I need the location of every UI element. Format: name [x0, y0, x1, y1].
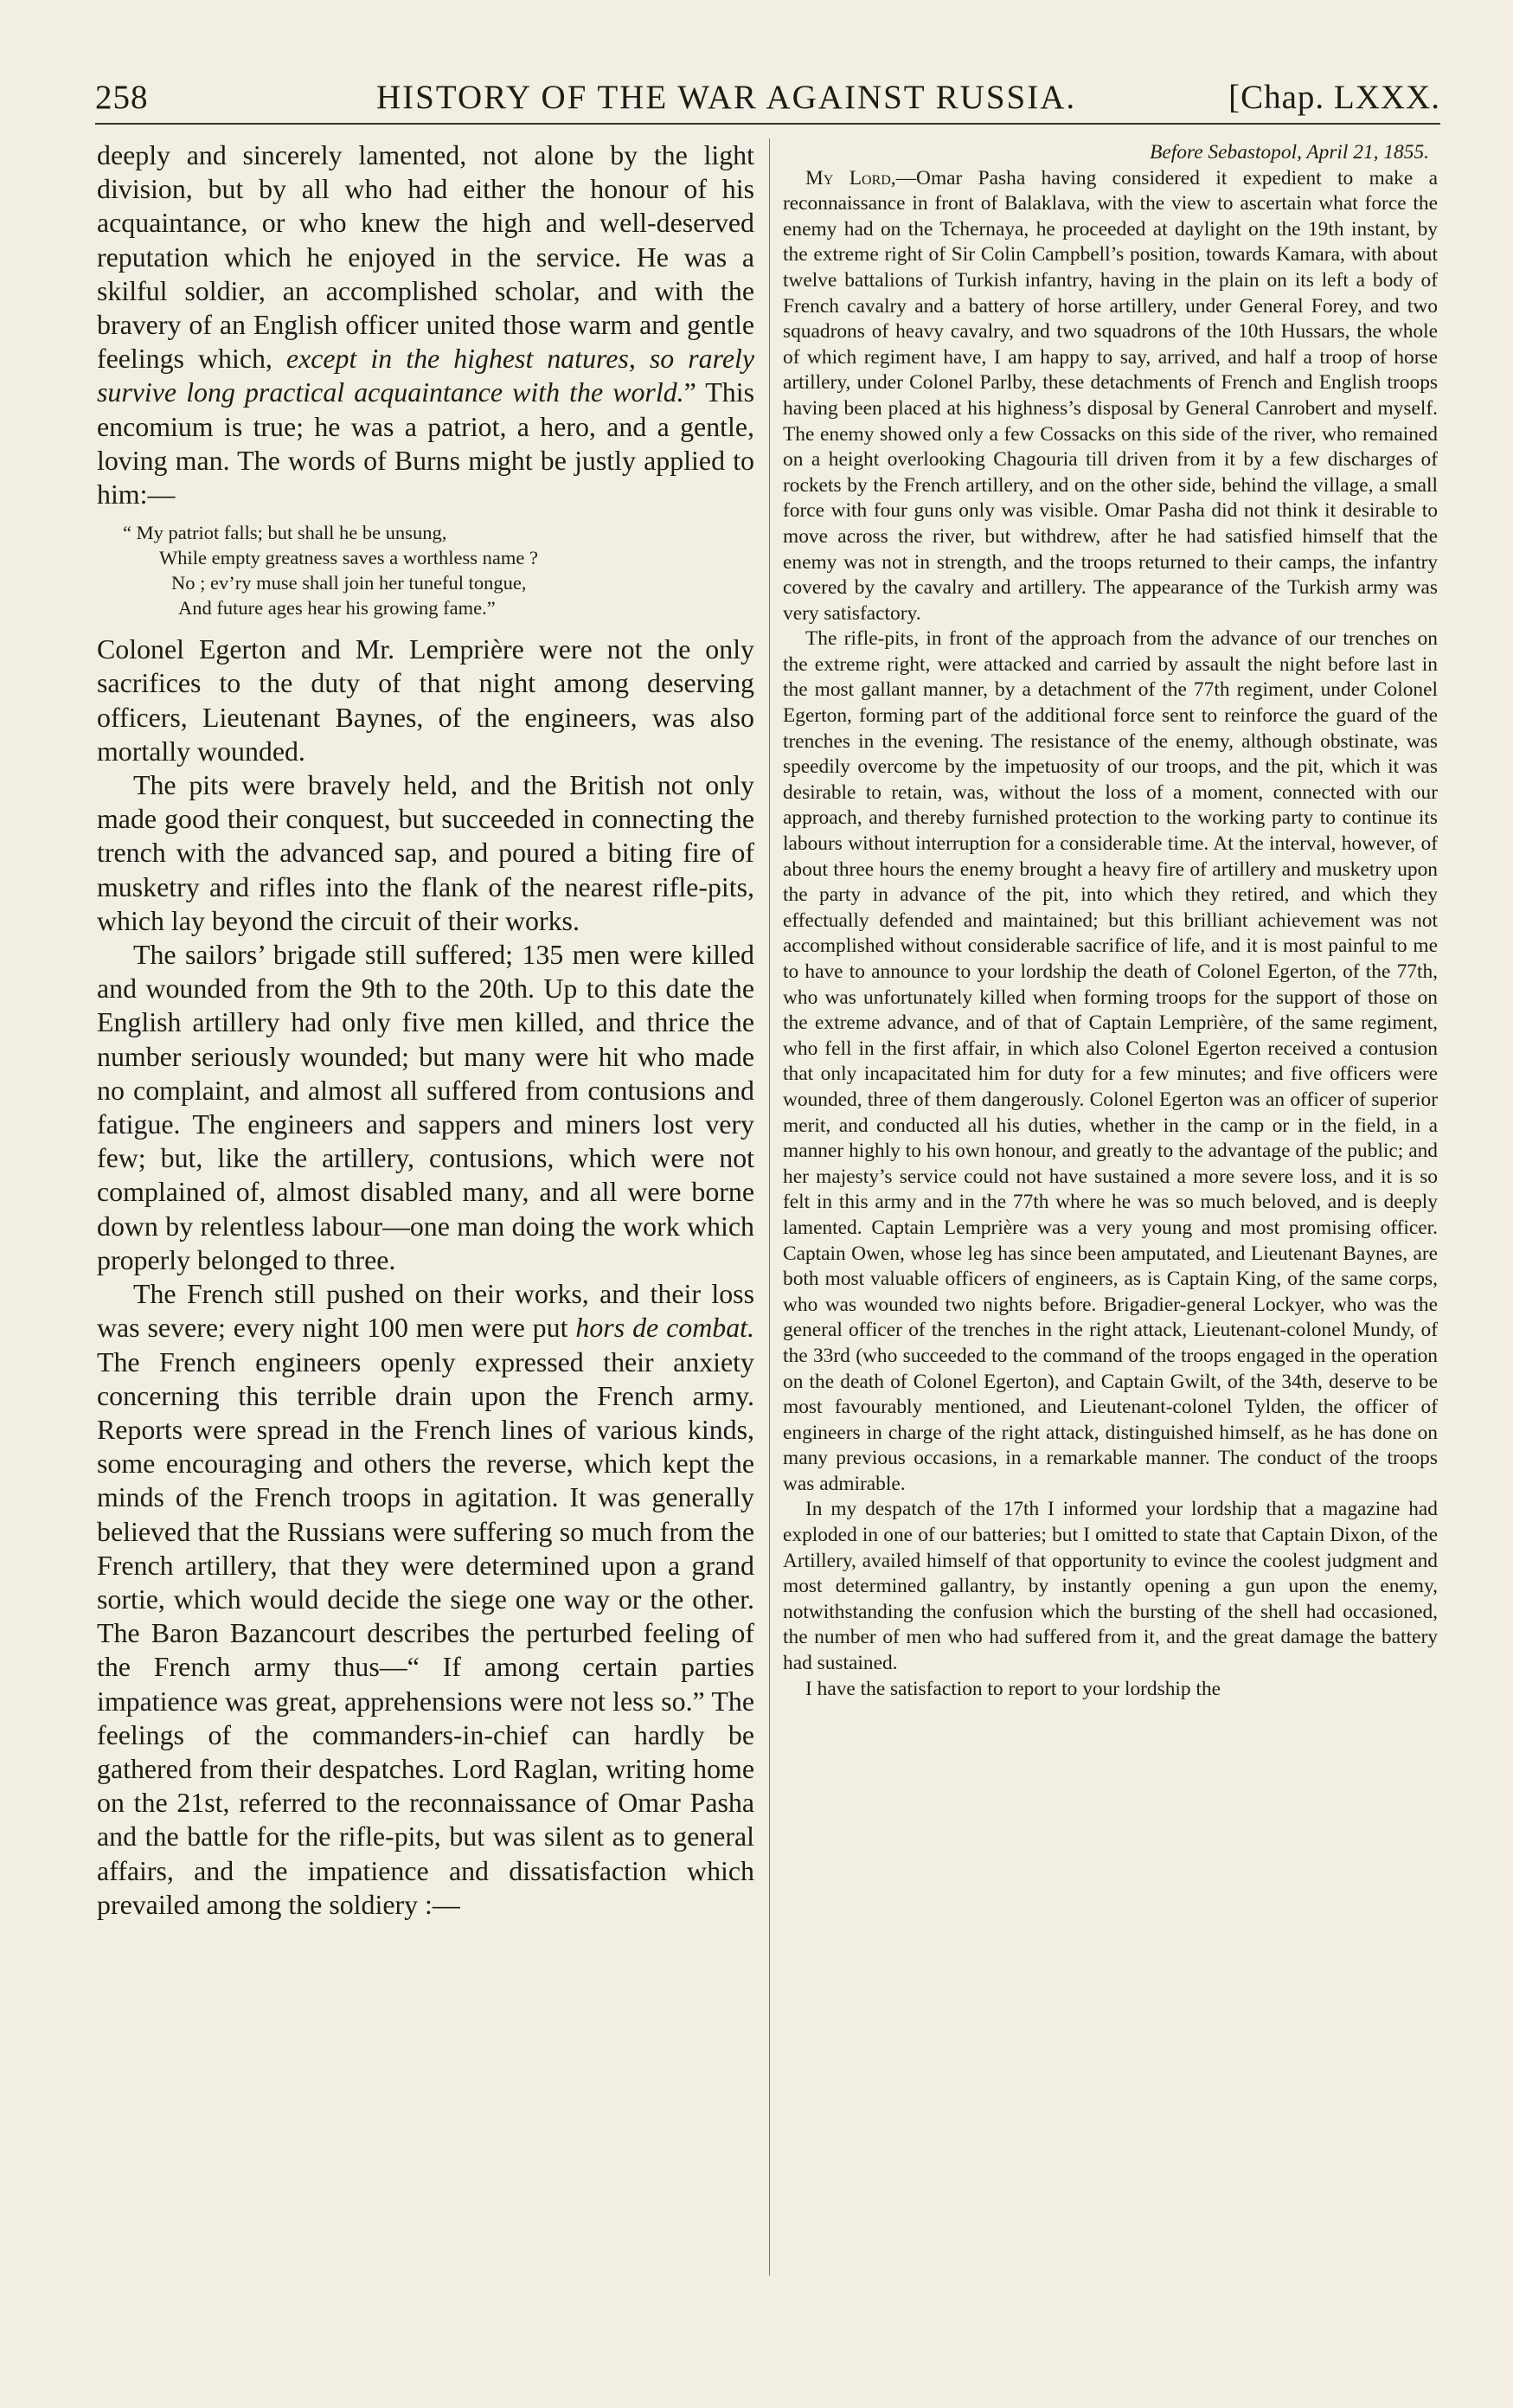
right-column: [783, 140, 1438, 1702]
salutation: My Lord,: [805, 166, 896, 189]
left-column: [97, 138, 754, 1922]
page-number: 258: [95, 79, 149, 116]
letter-paragraph-2: The rifle-pits, in front of the approach from the advance of our trenches on the extreme right, were attacked and carried by assault the night before last in the most gallant manner, by a detachment of the 77th regiment, under Colonel Egerton, forming part of the additional force sent to reinforce the guard of the trenches in the evening. The resistance of the enemy, although obstinate, was speedily overcome by the impetuosity of our troops, and the pit, which it was desirable to retain, was, without the loss of a moment, connected with our approach, and thereby furnished protection to the working party to continue its labours without interruption for a considerable time. At the interval, however, of about three hours the enemy brought a heavy fire of artillery and musketry upon the party in advance of the pit, into which they retired, and which they effectually defended and maintained; but this brilliant achievement was not accomplished without considerable sacrifice of life, and it is most painful to me to have to announce to your lordship the death of Colonel Egerton, of the 77th, who was unfortunately killed when forming troops for the support of those on the extreme advance, and of that of Captain Lemprière, of the same regiment, who fell in the first affair, in which also Colonel Egerton received a contusion that only incapacitated him for duty for a few minutes; and five officers were wounded, three of them dangerously. Colonel Egerton was an officer of superior merit, and conducted all his duties, whether in the camp or in the field, in a manner highly to his own honour, and greatly to the advantage of the public; and her majesty’s service could not have sustained a more severe loss, and it is so felt in this army and in the 77th where he was so much beloved, and is deeply lamented. Captain Lemprière was a very young and most promising officer. Captain Owen, whose leg has since been amputated, and Lieutenant Baynes, are both most valuable officers of engineers, as is Captain King, of the same corps, who was wounded two nights before. Brigadier-general Lockyer, who was the general officer of the trenches in the right attack, Lieutenant-colonel Mundy, of the 33rd (who succeeded to the command of the troops engaged in the operation on the death of Colonel Egerton), and Captain Gwilt, of the 34th, deserve to be most favourably mentioned, and Lieutenant-colonel Tylden, the officer of engineers in charge of the right attack, distinguished himself, as he has done on many previous occasions, in a remarkable manner. The conduct of the troops was admirable.: [783, 627, 1438, 1495]
left-paragraph-1: deeply and sincerely lamented, not alone by the light division, but by all who had either the honour of his acquaintance, or who knew the high and well-deserved reputation which he enjoyed in the service. He was a skilful soldier, an accomplished scholar, and with the bravery of an English officer united those warm and gentle feelings which, except in the highest natures, so rarely survive long practical acquaintance with the world.” This encomium is true; he was a patriot, a hero, and a gentle, loving man. The words of Burns might be justly applied to him:—: [97, 140, 754, 510]
left-paragraph-4: The sailors’ brigade still suffered; 135 men were killed and wounded from the 9th to the 20th. Up to this date the English artillery had only five men killed, and thrice the number seriously wounded; but many were hit who made no complaint, and almost all suffered from contusions and fatigue. The engineers and sappers and miners lost very few; but, like the artillery, contusions, which were not complained of, almost disabled many, and all were borne down by relentless labour—one man doing the work which properly belonged to three.: [97, 940, 754, 1275]
column-divider: [769, 138, 770, 2276]
chapter-label: [Chap. LXXX.: [1228, 79, 1440, 116]
burns-poem: [97, 520, 754, 620]
left-paragraph-5: The French still pushed on their works, and their loss was severe; every night 100 men were put hors de combat. The French engineers openly expressed their anxiety concerning this terrible drain upon the French army. Reports were spread in the French lines of various kinds, some encouraging and others the reverse, which kept the minds of the French troops in agitation. It was generally believed that the Russians were suffering so much from the French artillery, that they were determined upon a grand sortie, which would decide the siege one way or the other. The Baron Bazancourt describes the perturbed feeling of the French army thus—“ If among certain parties impatience was great, apprehensions were not less so.” The feelings of the commanders-in-chief can hardly be gathered from their despatches. Lord Raglan, writing home on the 21st, referred to the reconnaissance of Omar Pasha and the battle for the rifle-pits, but was silent as to general affairs, and the impatience and dissatisfaction which prevailed among the soldiery :—: [97, 1279, 754, 1920]
letter-paragraph-3: In my despatch of the 17th I informed your lordship that a magazine had exploded in one of our batteries; but I omitted to state that Captain Dixon, of the Artillery, availed himself of that opportunity to evince the coolest judgment and most determined gallantry, by instantly opening a gun upon the enemy, notwithstanding the confusion which the bursting of the shell had occasioned, the number of men who had suffered from it, and the great damage the battery had sustained.: [783, 1498, 1438, 1675]
letter-dateline: Before Sebastopol, April 21, 1855.: [1150, 141, 1429, 164]
poem-line: While empty greatness saves a worthless name ?: [159, 547, 538, 569]
poem-line: No ; ev’ry muse shall join her tuneful tongue,: [171, 572, 527, 594]
running-header: [95, 74, 1440, 126]
italic-phrase: hors de combat.: [575, 1313, 754, 1344]
left-paragraph-2: Colonel Egerton and Mr. Lemprière were not the only sacrifices to the duty of that night among deserving officers, Lieutenant Baynes, of the engineers, was also mortally wounded.: [97, 634, 754, 767]
letter-paragraph-4: I have the satisfaction to report to your lordship the: [805, 1677, 1221, 1700]
poem-line: And future ages hear his growing fame.”: [178, 597, 496, 620]
poem-line: “ My patriot falls; but shall he be unsung,: [123, 522, 447, 544]
left-paragraph-3: The pits were bravely held, and the British not only made good their conquest, but succeeded in connecting the trench with the advanced sap, and poured a biting fire of musketry and rifles into the flank of the nearest rifle-pits, which lay beyond the circuit of their works.: [97, 770, 754, 936]
running-title: HISTORY OF THE WAR AGAINST RUSSIA.: [376, 79, 1077, 116]
header-rule: [95, 123, 1440, 125]
letter-paragraph-1: My Lord,—Omar Pasha having considered it expedient to make a reconnaissance in front of Balaklava, with the view to ascertain what force the enemy had on the Tchernaya, he proceeded at daylight on the 19th instant, by the extreme right of Sir Colin Campbell’s position, towards Kamara, with about twelve battalions of Turkish infantry, having in the plain on its left a body of French cavalry and a battery of horse artillery, under General Forey, and two squadrons of heavy cavalry, and two squadrons of the 10th Hussars, the whole of which regiment have, I am happy to say, arrived, and half a troop of horse artillery, under Colonel Parlby, these detachments of French and English troops having been placed at his highness’s disposal by General Canrobert and myself. The enemy showed only a few Cossacks on this side of the river, who remained on a height overlooking Chagouria till driven from it by a few discharges of rockets by the French artillery, and on the other side, behind the village, a small force with four guns only was visible. Omar Pasha did not think it desirable to move across the river, but withdrew, after he had satisfied himself that the enemy was not in strength, and the troops returned to their camps, the infantry covered by the cavalry and artillery. The appearance of the Turkish army was very satisfactory.: [783, 166, 1438, 625]
italic-quote: except in the highest natures, so rarely survive long practical acquaintance with the world.: [97, 344, 754, 408]
